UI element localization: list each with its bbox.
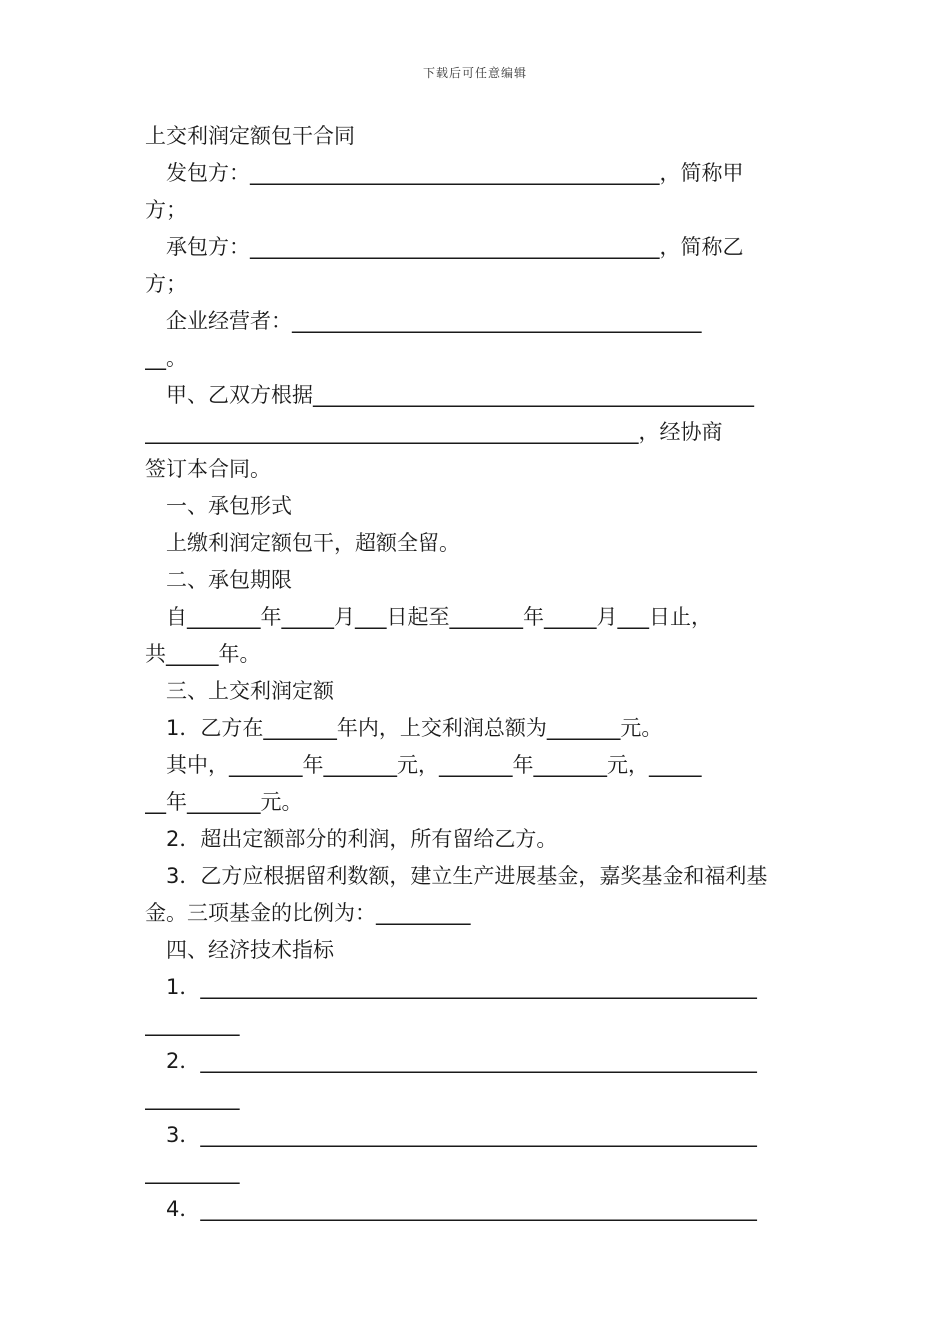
paragraph-line: 方； bbox=[145, 272, 187, 296]
paragraph-line: 签订本合同。 bbox=[145, 457, 271, 481]
paragraph-line: 金。三项基金的比例为：_________ bbox=[145, 901, 471, 925]
blank-item-line: 2．_____________________________________________________ bbox=[166, 1049, 757, 1073]
paragraph-line: 方； bbox=[145, 198, 187, 222]
paragraph-line: _______________________________________________，经协商 bbox=[145, 420, 723, 444]
blank-item-line: _________ bbox=[145, 1160, 240, 1184]
blank-item-line: 4．_____________________________________________________ bbox=[166, 1197, 757, 1221]
paragraph-line: 企业经营者：_______________________________________ bbox=[166, 309, 702, 333]
section-heading: 二、承包期限 bbox=[166, 568, 292, 592]
paragraph-line: 自_______年_____月___日起至_______年_____月___日止， bbox=[166, 605, 712, 629]
paragraph-line: __。 bbox=[145, 346, 187, 370]
section-heading: 三、上交利润定额 bbox=[166, 679, 334, 703]
paragraph-line: 2．超出定额部分的利润，所有留给乙方。 bbox=[166, 827, 558, 851]
paragraph-line: 承包方：_______________________________________，简称乙 bbox=[166, 235, 744, 259]
blank-item-line: _________ bbox=[145, 1012, 240, 1036]
blank-item-line: _________ bbox=[145, 1086, 240, 1110]
blank-item-line: 1．_____________________________________________________ bbox=[166, 975, 757, 999]
section-heading: 一、承包形式 bbox=[166, 494, 292, 518]
paragraph-line: 发包方：_______________________________________，简称甲 bbox=[166, 161, 744, 185]
page-header: 下载后可任意编辑 bbox=[422, 66, 527, 80]
paragraph-line: 上缴利润定额包干，超额全留。 bbox=[166, 531, 460, 555]
paragraph-line: __年_______元。 bbox=[145, 790, 303, 814]
paragraph-line: 共_____年。 bbox=[145, 642, 261, 666]
contract-body bbox=[145, 118, 807, 1228]
section-heading: 四、经济技术指标 bbox=[166, 938, 334, 962]
paragraph-line: 1．乙方在_______年内，上交利润总额为_______元。 bbox=[166, 716, 663, 740]
blank-item-line: 3．_____________________________________________________ bbox=[166, 1123, 757, 1147]
paragraph-line: 其中，_______年_______元，_______年_______元，_____ bbox=[166, 753, 702, 777]
paragraph-line: 甲、乙双方根据__________________________________________ bbox=[166, 383, 754, 407]
paragraph-line: 3．乙方应根据留利数额，建立生产进展基金，嘉奖基金和福利基 bbox=[166, 864, 768, 888]
contract-title: 上交利润定额包干合同 bbox=[145, 124, 355, 148]
